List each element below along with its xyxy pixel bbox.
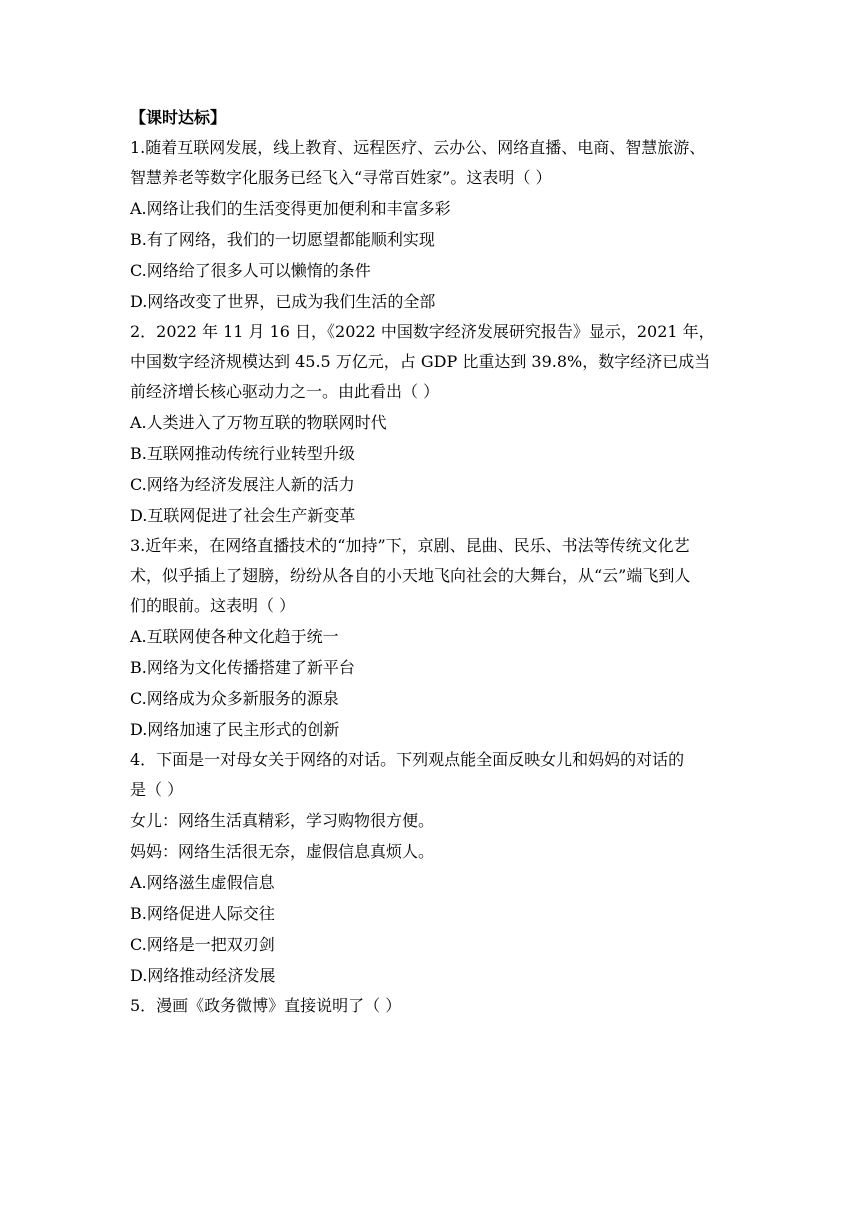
- question-1: [130, 135, 736, 315]
- question-4-stem-line-1: 4．下面是一对母女关于网络的对话。下列观点能全面反映女儿和妈妈的对话的: [130, 750, 685, 769]
- question-3-option-b: B.网络为文化传播搭建了新平台: [130, 658, 355, 677]
- question-2-stem-line-3: 前经济增长核心驱动力之一。由此看出（ ）: [130, 382, 440, 401]
- question-4-option-c: C.网络是一把双刃剑: [130, 935, 275, 954]
- question-2-option-b: B.互联网推动传统行业转型升级: [130, 444, 355, 463]
- question-2-option-a: A.人类进入了万物互联的物联网时代: [130, 413, 387, 432]
- question-3: [130, 533, 736, 743]
- question-2: [130, 319, 736, 529]
- question-2-option-c: C.网络为经济发展注人新的活力: [130, 475, 355, 494]
- question-1-option-c: C.网络给了很多人可以懒惰的条件: [130, 261, 371, 280]
- question-1-stem-line-2: 智慧养老等数字化服务已经飞入“寻常百姓家”。这表明（ ）: [130, 168, 552, 187]
- section-title: 【课时达标】: [130, 108, 227, 127]
- question-4-dialog-daughter: 女儿：网络生活真精彩，学习购物很方便。: [130, 811, 435, 830]
- question-1-option-a: A.网络让我们的生活变得更加便利和丰富多彩: [130, 199, 451, 218]
- question-1-option-b: B.有了网络，我们的一切愿望都能顺利实现: [130, 230, 435, 249]
- question-4-option-a: A.网络滋生虚假信息: [130, 873, 275, 892]
- question-4-dialog-mother: 妈妈：网络生活很无奈，虚假信息真烦人。: [130, 842, 435, 861]
- question-3-option-d: D.网络加速了民主形式的创新: [130, 720, 340, 739]
- question-4: [130, 747, 736, 989]
- question-1-option-d: D.网络改变了世界，已成为我们生活的全部: [130, 292, 436, 311]
- question-1-stem-line-1: 1.随着互联网发展，线上教育、远程医疗、云办公、网络直播、电商、智慧旅游、: [130, 138, 706, 157]
- question-5-stem-line-1: 5．漫画《政务微博》直接说明了（ ）: [130, 996, 402, 1015]
- question-3-option-c: C.网络成为众多新服务的源泉: [130, 689, 339, 708]
- question-4-option-b: B.网络促进人际交往: [130, 904, 275, 923]
- question-5: [130, 993, 736, 1019]
- question-4-stem-line-2: 是（ ）: [130, 780, 184, 799]
- question-2-stem-line-2: 中国数字经济规模达到 45.5 万亿元，占 GDP 比重达到 39.8%，数字经济已成当: [130, 352, 711, 371]
- question-3-option-a: A.互联网使各种文化趋于统一: [130, 627, 339, 646]
- question-2-option-d: D.互联网促进了社会生产新变革: [130, 506, 356, 525]
- question-3-stem-line-3: 们的眼前。这表明（ ）: [130, 596, 296, 615]
- question-3-stem-line-2: 术，似乎插上了翅膀，纷纷从各自的小天地飞向社会的大舞台，从“云”端飞到人: [130, 566, 691, 585]
- question-4-option-d: D.网络推动经济发展: [130, 966, 276, 985]
- question-2-stem-line-1: 2．2022 年 11 月 16 日，《2022 中国数字经济发展研究报告》显示，2021 年，: [130, 322, 715, 341]
- question-3-stem-line-1: 3.近年来，在网络直播技术的“加持”下，京剧、昆曲、民乐、书法等传统文化艺: [130, 536, 690, 555]
- document-content: [130, 105, 736, 1019]
